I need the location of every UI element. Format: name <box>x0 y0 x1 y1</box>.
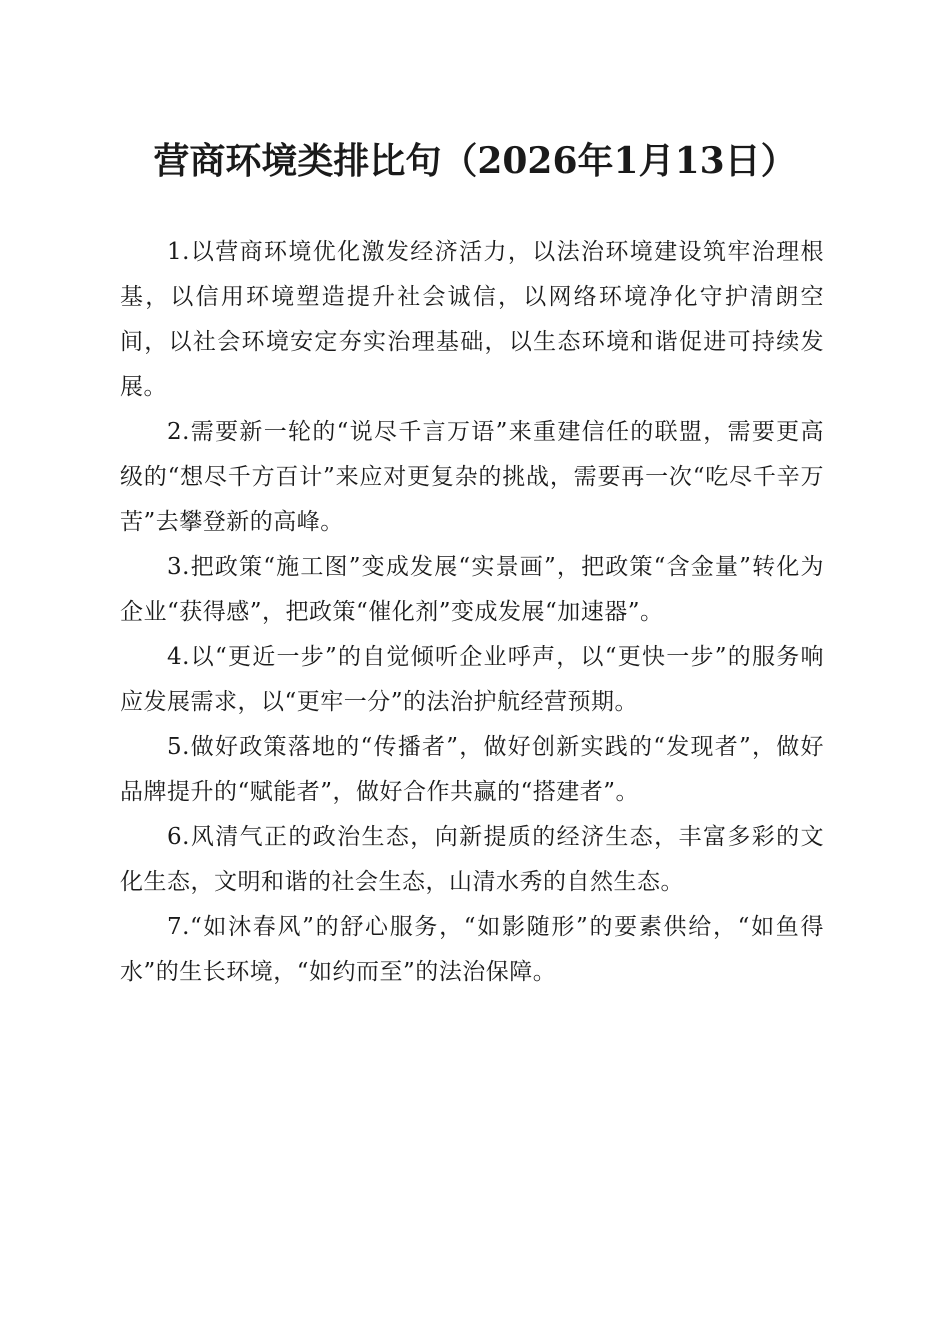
paragraph-1: 1.以营商环境优化激发经济活力，以法治环境建设筑牢治理根基，以信用环境塑造提升社会诚信，以网络环境净化守护清朗空间，以社会环境安定夯实治理基础，以生态环境和谐促进可持续发展。 <box>120 239 824 400</box>
paragraph-4: 4.以“更近一步”的自觉倾听企业呼声，以“更快一步”的服务响应发展需求，以“更牢一分”的法治护航经营预期。 <box>120 644 824 715</box>
paragraph-6: 6.风清气正的政治生态，向新提质的经济生态，丰富多彩的文化生态，文明和谐的社会生态，山清水秀的自然生态。 <box>120 824 824 895</box>
paragraph-3: 3.把政策“施工图”变成发展“实景画”，把政策“含金量”转化为企业“获得感”，把政策“催化剂”变成发展“加速器”。 <box>120 554 824 625</box>
paragraph-7: 7.“如沐春风”的舒心服务，“如影随形”的要素供给，“如鱼得水”的生长环境，“如约而至”的法治保障。 <box>120 914 824 985</box>
document-body <box>120 230 824 995</box>
paragraph-2: 2.需要新一轮的“说尽千言万语”来重建信任的联盟，需要更高级的“想尽千方百计”来应对更复杂的挑战，需要再一次“吃尽千辛万苦”去攀登新的高峰。 <box>120 419 824 535</box>
document-title: 营商环境类排比句（2026年1月13日） <box>153 140 797 182</box>
paragraph-5: 5.做好政策落地的“传播者”，做好创新实践的“发现者”，做好品牌提升的“赋能者”，做好合作共赢的“搭建者”。 <box>120 734 824 805</box>
